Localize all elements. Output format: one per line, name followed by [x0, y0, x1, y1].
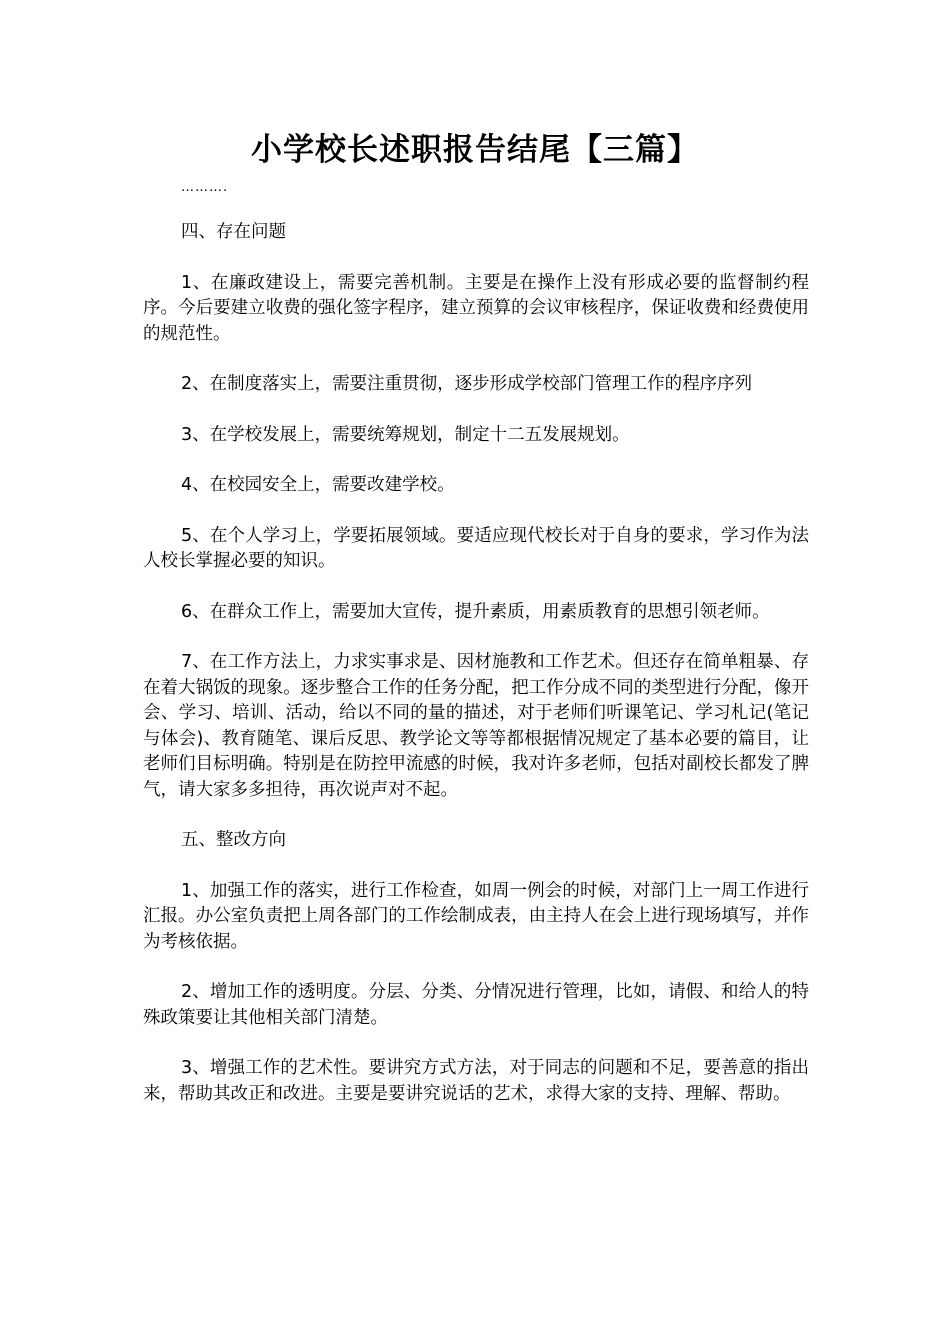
section-heading: 四、存在问题	[181, 222, 286, 242]
document-title: 小学校长述职报告结尾【三篇】	[251, 132, 699, 168]
section-existing-problems	[143, 220, 809, 803]
paragraph: 7、在工作方法上，力求实事求是、因材施教和工作艺术。但还存在简单粗暴、存在着大锅饭的现象。逐步整合工作的任务分配，把工作分成不同的类型进行分配，像开会、学习、培训、活动，给以不同的量的描述，对于老师们听课笔记、学习札记(笔记与体会)、教育随笔、课后反思、教学论文等等都根据情况规定了基本必要的篇目，让老师们目标明确。特别是在防控甲流感的时候，我对许多老师，包括对副校长都发了脾气，请大家多多担待，再次说声对不起。	[143, 652, 809, 800]
paragraph: 2、在制度落实上，需要注重贯彻，逐步形成学校部门管理工作的程序序列	[181, 374, 753, 394]
section-heading: 五、整改方向	[181, 830, 286, 850]
ellipsis-marker: ……….	[181, 180, 229, 195]
section-rectification-direction	[143, 828, 809, 1107]
paragraph: 1、加强工作的落实，进行工作检查，如周一例会的时候，对部门上一周工作进行汇报。办公室负责把上周各部门的工作绘制成表，由主持人在会上进行现场填写，并作为考核依据。	[143, 880, 809, 952]
paragraph: 6、在群众工作上，需要加大宣传，提升素质，用素质教育的思想引领老师。	[181, 601, 770, 622]
paragraph: 4、在校园安全上，需要改建学校。	[181, 475, 455, 495]
document-body	[143, 178, 809, 1132]
paragraph: 3、增强工作的艺术性。要讲究方式方法，对于同志的问题和不足，要善意的指出来，帮助其改正和改进。主要是要讲究说话的艺术，求得大家的支持、理解、帮助。	[143, 1058, 809, 1104]
paragraph: 2、增加工作的透明度。分层、分类、分情况进行管理，比如，请假、和给人的特殊政策要让其他相关部门清楚。	[143, 982, 809, 1028]
paragraph: 3、在学校发展上，需要统筹规划，制定十二五发展规划。	[181, 424, 630, 445]
paragraph: 1、在廉政建设上，需要完善机制。主要是在操作上没有形成必要的监督制约程序。今后要建立收费的强化签字程序，建立预算的会议审核程序，保证收费和经费使用的规范性。	[143, 272, 809, 344]
paragraph: 5、在个人学习上，学要拓展领域。要适应现代校长对于自身的要求，学习作为法人校长掌握必要的知识。	[143, 525, 809, 571]
